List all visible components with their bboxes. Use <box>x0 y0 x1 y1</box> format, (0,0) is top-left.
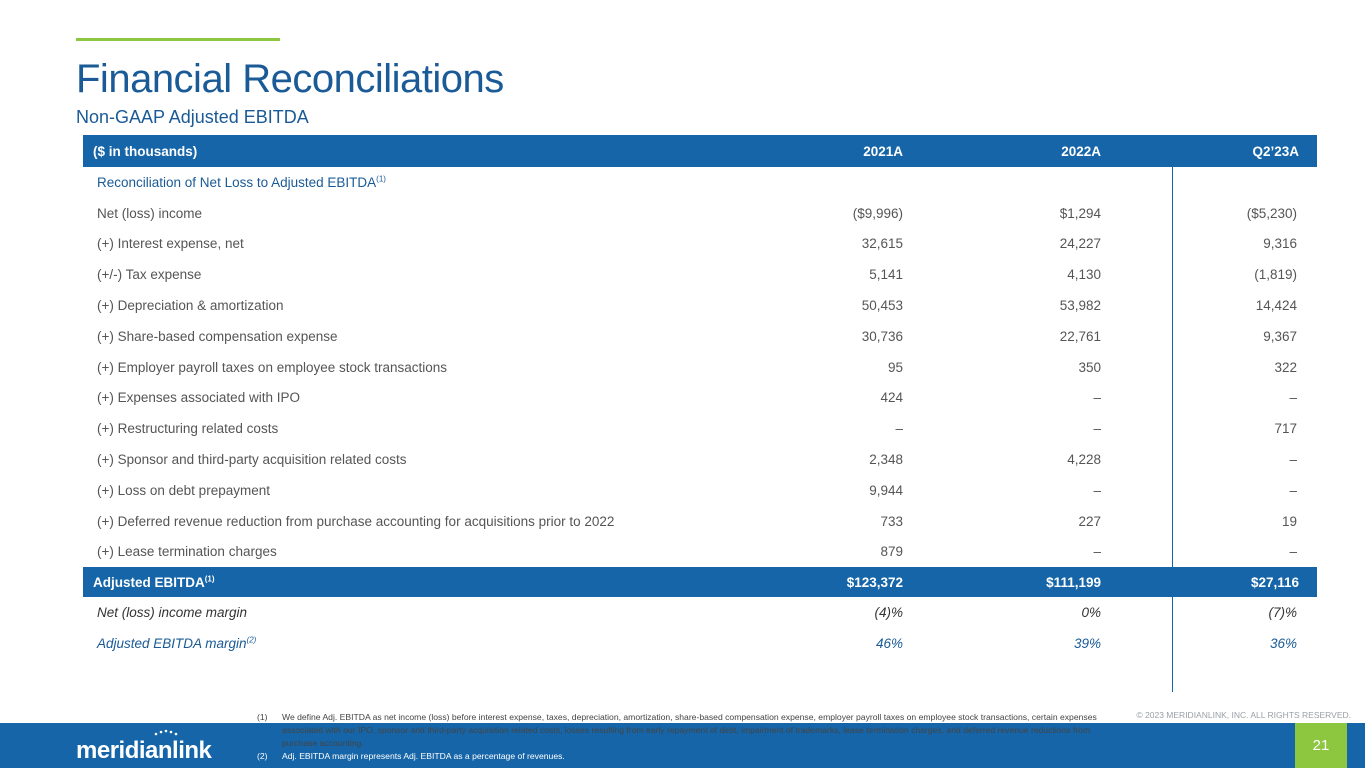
table-row <box>83 506 1317 537</box>
section-label: Reconciliation of Net Loss to Adjusted EBITDA$^{(1)}$ <box>97 174 386 190</box>
table-header-row <box>83 135 1317 167</box>
value-2021a: ($9,996) <box>852 205 903 221</box>
value-q2-23a: 9,367 <box>1263 328 1297 344</box>
value-q2-23a: 36% <box>1269 636 1297 652</box>
value-2022a: 0% <box>1081 605 1101 621</box>
table-row <box>83 537 1317 568</box>
value-2021a: 95 <box>887 359 903 375</box>
table-row <box>83 321 1317 352</box>
value-2022a: 22,761 <box>1059 328 1101 344</box>
row-label: (+) Loss on debt prepayment <box>97 482 270 498</box>
value-2022a: 4,228 <box>1067 452 1101 468</box>
value-2021a: 879 <box>880 544 903 560</box>
footnote-1: (1) We define Adj. EBITDA as net income (loss) before interest expense, taxes, depreciation, amortization, share-based compensation expense, employer payroll taxes on employee stock transactions, certain expenses associated with our IPO, sponsor and third-party acquisition related costs, losses resulting from early repayment of debt, impairment of trademarks, lease termination charges, and deferred revenue reductions from purchase accounting. <box>257 712 1097 748</box>
row-label: (+) Employer payroll taxes on employee stock transactions <box>97 359 448 375</box>
column-divider-line <box>1172 167 1173 692</box>
row-label: (+) Interest expense, net <box>97 236 244 252</box>
value-2021a: 2,348 <box>869 452 903 468</box>
row-label: Net (loss) income margin <box>97 605 248 621</box>
value-q2-23a: (7)% <box>1268 605 1297 621</box>
margin-row <box>83 597 1317 628</box>
value-2021a: 46% <box>875 636 903 652</box>
row-label: Adjusted EBITDA margin$^{(2)}$ <box>97 635 257 652</box>
value-q2-23a: 322 <box>1274 359 1297 375</box>
value-q2-23a: ($5,230) <box>1246 205 1297 221</box>
value-2022a: – <box>1093 482 1101 498</box>
table-row <box>83 475 1317 506</box>
total-2021a: $123,372 <box>846 574 903 590</box>
value-2021a: 32,615 <box>861 236 903 252</box>
value-q2-23a: 9,316 <box>1263 236 1297 252</box>
value-2021a: 50,453 <box>861 298 903 314</box>
page-title: Financial Reconciliations <box>76 57 504 101</box>
value-q2-23a: (1,819) <box>1254 267 1297 283</box>
value-2021a: 30,736 <box>861 328 903 344</box>
value-q2-23a: 717 <box>1274 421 1297 437</box>
meridianlink-logo: meridianlink <box>76 737 212 764</box>
value-2022a: 39% <box>1073 636 1101 652</box>
value-2022a: 227 <box>1078 513 1101 529</box>
value-q2-23a: 19 <box>1281 513 1297 529</box>
header-2021a: 2021A <box>863 143 903 159</box>
section-label-row <box>83 167 1317 198</box>
value-2021a: 5,141 <box>869 267 903 283</box>
value-2021a: 733 <box>880 513 903 529</box>
value-q2-23a: – <box>1289 390 1297 406</box>
page-subtitle: Non-GAAP Adjusted EBITDA <box>76 107 309 127</box>
value-q2-23a: – <box>1289 482 1297 498</box>
value-2022a: – <box>1093 421 1101 437</box>
table-row <box>83 383 1317 414</box>
table-row <box>83 229 1317 260</box>
value-2021a: 424 <box>880 390 903 406</box>
value-2022a: 24,227 <box>1059 236 1101 252</box>
total-label: Adjusted EBITDA$^{(1)}$ <box>93 574 215 590</box>
value-2021a: – <box>895 421 903 437</box>
header-2022a: 2022A <box>1061 143 1101 159</box>
row-label: (+) Depreciation & amortization <box>97 298 284 314</box>
header-units: ($ in thousands) <box>93 143 198 159</box>
footnote-2: (2) Adj. EBITDA margin represents Adj. EBITDA as a percentage of revenues. <box>257 751 565 761</box>
copyright-notice: © 2023 MERIDIANLINK, INC. ALL RIGHTS RESERVED. <box>1136 710 1351 720</box>
value-q2-23a: – <box>1289 544 1297 560</box>
margin-row <box>83 628 1317 659</box>
value-2022a: – <box>1093 390 1101 406</box>
table-row <box>83 352 1317 383</box>
row-label: (+) Lease termination charges <box>97 544 277 560</box>
table-row <box>83 444 1317 475</box>
header-q2-23a: Q2’23A <box>1252 143 1299 159</box>
table-row <box>83 259 1317 290</box>
value-2021a: 9,944 <box>869 482 903 498</box>
total-2022a: $111,199 <box>1046 574 1101 590</box>
value-2022a: 350 <box>1078 359 1101 375</box>
value-2022a: 53,982 <box>1059 298 1101 314</box>
row-label: Net (loss) income <box>97 205 203 221</box>
adjusted-ebitda-total-row <box>83 567 1317 597</box>
reconciliation-table <box>83 135 1317 659</box>
value-2022a: 4,130 <box>1067 267 1101 283</box>
value-q2-23a: – <box>1289 452 1297 468</box>
footnotes <box>257 711 1097 763</box>
value-2022a: $1,294 <box>1059 205 1101 221</box>
logo-dots-icon <box>150 729 190 737</box>
value-2021a: (4)% <box>874 605 903 621</box>
row-label: (+/-) Tax expense <box>97 267 202 283</box>
row-label: (+) Expenses associated with IPO <box>97 390 300 406</box>
total-q2-23a: $27,116 <box>1250 574 1299 590</box>
row-label: (+) Deferred revenue reduction from purchase accounting for acquisitions prior to 2022 <box>97 513 615 529</box>
table-row <box>83 198 1317 229</box>
title-accent-bar <box>76 38 280 41</box>
row-label: (+) Restructuring related costs <box>97 421 279 437</box>
value-2022a: – <box>1093 544 1101 560</box>
row-label: (+) Share-based compensation expense <box>97 328 338 344</box>
value-q2-23a: 14,424 <box>1255 298 1297 314</box>
page-number: 21 <box>1295 723 1347 768</box>
table-row <box>83 413 1317 444</box>
row-label: (+) Sponsor and third-party acquisition related costs <box>97 452 407 468</box>
table-row <box>83 290 1317 321</box>
